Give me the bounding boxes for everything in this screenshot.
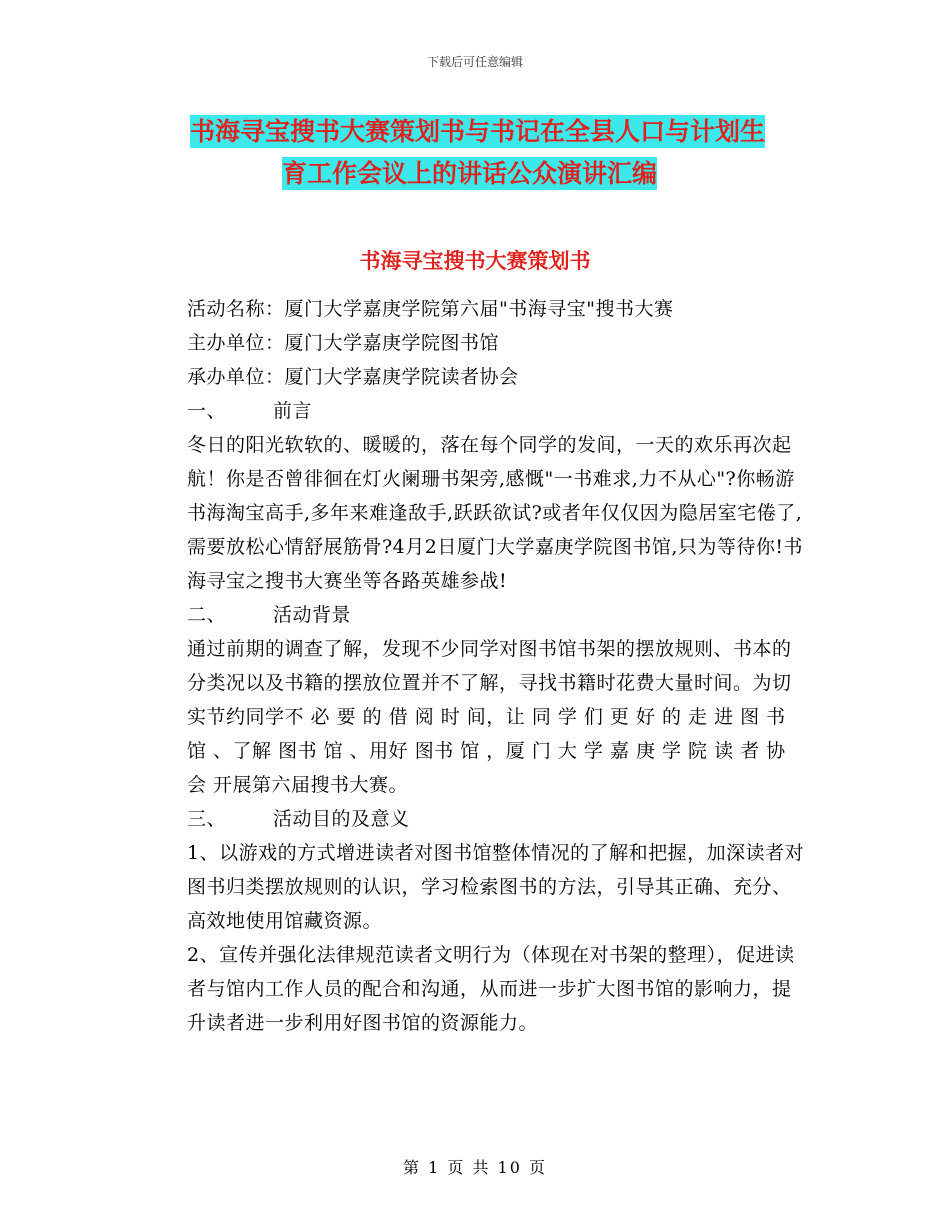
section-heading-2: [143, 598, 805, 632]
paragraph: 2、宣传并强化法律规范读者文明行为（体现在对书架的整理），促进读者与馆内工作人员的配合和沟通，从而进一步扩大图书馆的影响力，提升读者进一步利用好图书馆的资源能力。: [187, 944, 795, 1034]
section-number: 一、: [187, 400, 227, 422]
section-number: 二、: [187, 604, 227, 626]
section-heading-3: [143, 802, 805, 836]
activity-name-line: 活动名称：厦门大学嘉庚学院第六届"书海寻宝"搜书大赛: [187, 298, 674, 320]
section-heading-text: 活动背景: [273, 604, 352, 626]
document-body: [143, 292, 805, 1040]
organizer-line: 主办单位：厦门大学嘉庚学院图书馆: [187, 332, 500, 354]
section-title: 书海寻宝搜书大赛策划书: [359, 249, 591, 273]
paragraph: 1、以游戏的方式增进读者对图书馆整体情况的了解和把握，加深读者对图书归类摆放规则的认识，学习检索图书的方法，引导其正确、充分、高效地使用馆藏资源。: [187, 842, 805, 932]
section-heading-1: [143, 394, 805, 428]
co-organizer-line: 承办单位：厦门大学嘉庚学院读者协会: [187, 366, 519, 388]
header-note: 下载后可任意编辑: [426, 55, 523, 69]
section-heading-text: 活动目的及意义: [273, 808, 410, 830]
paragraph: 冬日的阳光软软的、暖暖的，落在每个同学的发间，一天的欢乐再次起航！你是否曾徘徊在灯火阑珊书架旁,感慨"一书难求,力不从心"?你畅游书海淘宝高手,多年来难逢敌手,跃跃欲试?或者年仅仅因为隐居室宅倦了,需要放松心情舒展筋骨?4月2日厦门大学嘉庚学院图书馆,只为等待你!书海寻宝之搜书大赛坐等各路英雄参战!: [187, 434, 804, 592]
section-number: 三、: [187, 808, 227, 830]
title-line-2-text: 育工作会议上的讲话公众演讲汇编: [282, 159, 658, 188]
title-line-1-text: 书海寻宝搜书大赛策划书与书记在全县人口与计划生: [190, 117, 766, 146]
paragraph: 通过前期的调查了解，发现不少同学对图书馆书架的摆放规则、书本的分类况以及书籍的摆放位置并不了解，寻找书籍时花费大量时间。为切实节约同学不 必 要 的 借 阅 时 间，让 同 学 们 更 好 的 走 进 图 书 馆 、了解 图书 馆 、用好 图书 馆 ，厦 门 大 学 嘉 庚 学 院 读 者 协 会 开展第六届搜书大赛。: [187, 638, 792, 796]
document-title-line-2: [282, 154, 657, 194]
page-number: 第 1 页 共 10 页: [403, 1158, 547, 1177]
section-heading-text: 前言: [273, 400, 313, 422]
document-title-line-1: [190, 112, 765, 152]
